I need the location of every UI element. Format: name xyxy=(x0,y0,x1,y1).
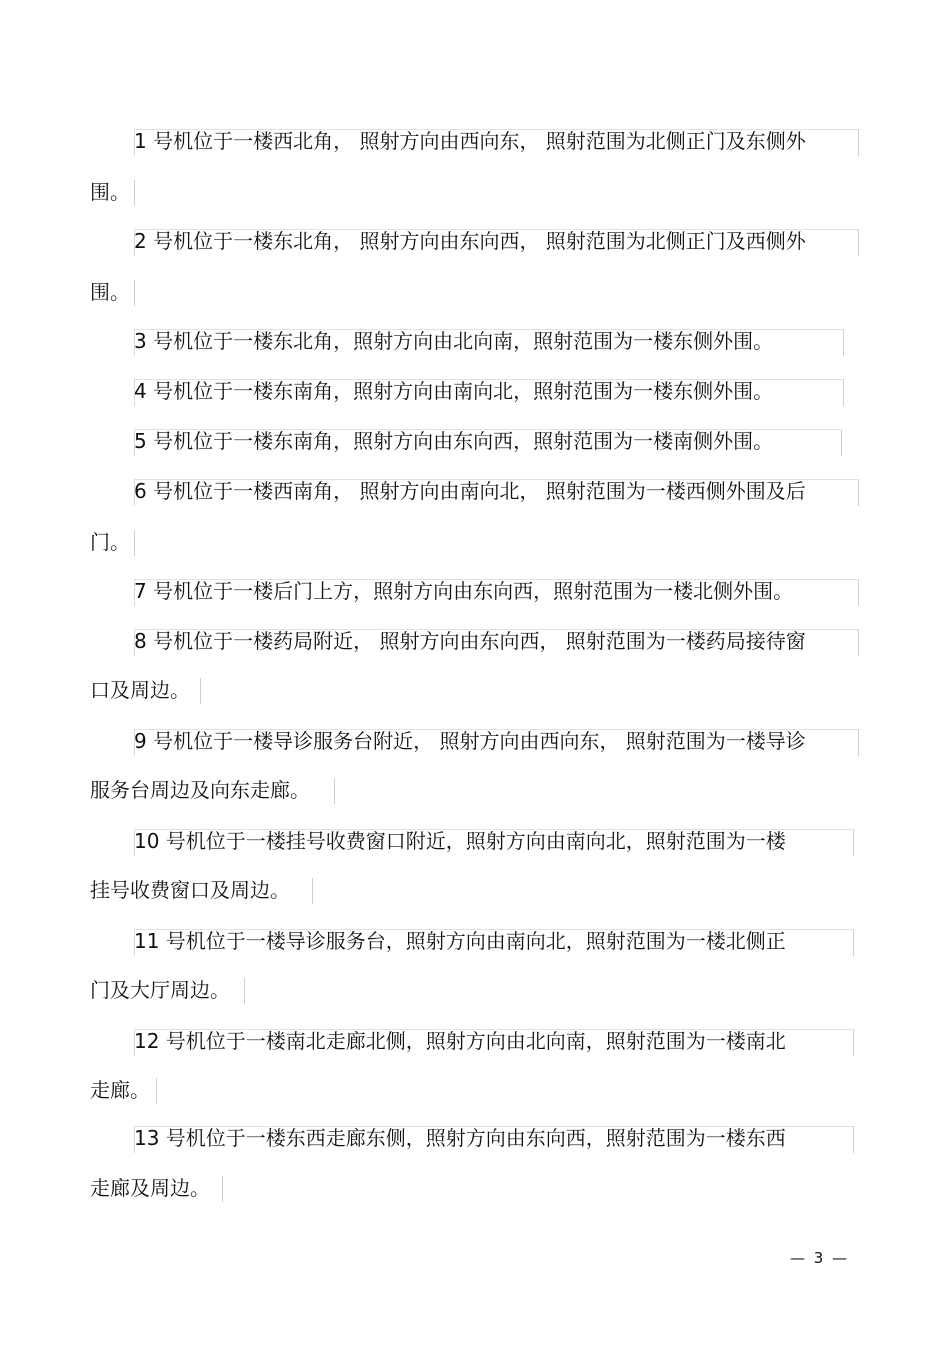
paragraph-line: 口及周边。 xyxy=(90,678,190,702)
paragraph-line: 围。 xyxy=(90,280,130,304)
paragraph-line: 1 号机位于一楼西北角， 照射方向由西向东， 照射范围为北侧正门及东侧外 xyxy=(134,129,806,153)
paragraph-line: 7 号机位于一楼后门上方，照射方向由东向西，照射范围为一楼北侧外围。 xyxy=(134,579,794,603)
paragraph-line: 10 号机位于一楼挂号收费窗口附近，照射方向由南向北，照射范围为一楼 xyxy=(134,829,786,853)
paragraph-line: 6 号机位于一楼西南角， 照射方向由南向北， 照射范围为一楼西侧外围及后 xyxy=(134,479,806,503)
paragraph-line: 挂号收费窗口及周边。 xyxy=(90,878,290,902)
paragraph-line: 11 号机位于一楼导诊服务台，照射方向由南向北，照射范围为一楼北侧正 xyxy=(134,929,786,953)
paragraph-line: 走廊及周边。 xyxy=(90,1176,210,1200)
paragraph-line: 门及大厅周边。 xyxy=(90,978,230,1002)
paragraph-line: 服务台周边及向东走廊。 xyxy=(90,778,310,802)
paragraph-line: 2 号机位于一楼东北角， 照射方向由东向西， 照射范围为北侧正门及西侧外 xyxy=(134,229,806,253)
paragraph-line: 走廊。 xyxy=(90,1078,150,1102)
page-number: — 3 — xyxy=(790,1249,850,1267)
paragraph-line: 4 号机位于一楼东南角，照射方向由南向北，照射范围为一楼东侧外围。 xyxy=(134,379,774,403)
paragraph-line: 9 号机位于一楼导诊服务台附近， 照射方向由西向东， 照射范围为一楼导诊 xyxy=(134,729,806,753)
paragraph-line: 12 号机位于一楼南北走廊北侧，照射方向由北向南，照射范围为一楼南北 xyxy=(134,1029,786,1053)
paragraph-line: 8 号机位于一楼药局附近， 照射方向由东向西， 照射范围为一楼药局接待窗 xyxy=(134,629,806,653)
paragraph-line: 5 号机位于一楼东南角，照射方向由东向西，照射范围为一楼南侧外围。 xyxy=(134,429,774,453)
paragraph-line: 3 号机位于一楼东北角，照射方向由北向南，照射范围为一楼东侧外围。 xyxy=(134,329,774,353)
paragraph-line: 门。 xyxy=(90,530,130,554)
paragraph-line: 13 号机位于一楼东西走廊东侧，照射方向由东向西，照射范围为一楼东西 xyxy=(134,1126,786,1150)
paragraph-line: 围。 xyxy=(90,180,130,204)
